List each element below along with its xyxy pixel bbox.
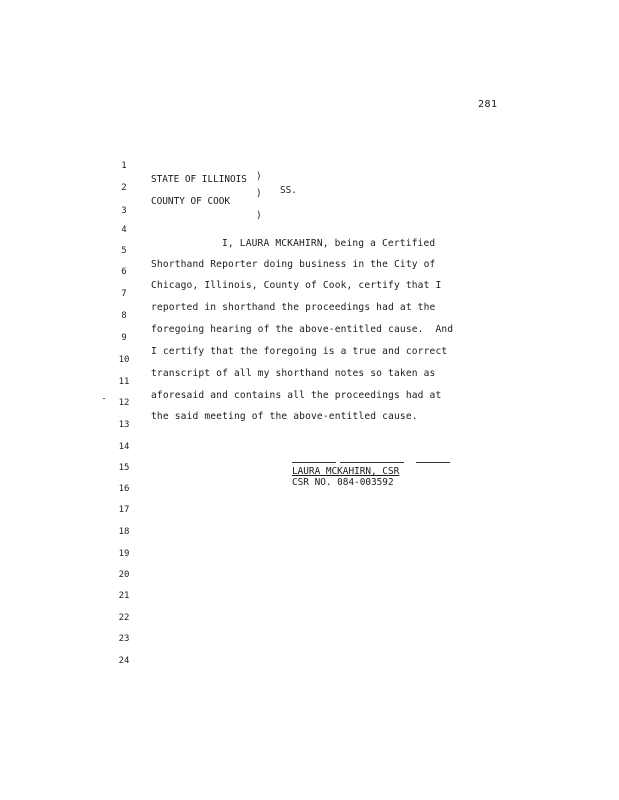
transcript-line: [0, 554, 619, 580]
caption-brace: ): [256, 210, 262, 221]
line-number: 17: [118, 505, 130, 515]
transcript-line: [0, 317, 619, 357]
reporter-name: LAURA MCKAHIRN, CSR: [292, 466, 400, 477]
line-text: foregoing hearing of the above-entitled cause. And: [151, 324, 454, 335]
line-text: Chicago, Illinois, County of Cook, certify that I: [151, 280, 442, 291]
line-number: 7: [121, 289, 127, 299]
transcript-line: [0, 426, 619, 452]
line-text: the said meeting of the above-entitled cause.: [151, 411, 418, 422]
transcript-line: [0, 618, 619, 644]
line-number: 21: [118, 591, 130, 601]
line-number: 14: [118, 442, 130, 452]
transcript-line: [0, 209, 619, 249]
transcript-line: [0, 382, 619, 422]
line-number: 11: [118, 377, 130, 387]
line-number: 2: [121, 183, 127, 193]
caption-county: COUNTY OF COOK: [151, 196, 231, 207]
line-number: 1: [121, 161, 127, 171]
line-number: 10: [118, 355, 130, 365]
transcript-line: [0, 597, 619, 623]
line-number: 20: [118, 570, 130, 580]
transcript-line: [0, 273, 619, 313]
line-number: 23: [118, 634, 130, 644]
transcript-line: [0, 489, 619, 515]
transcript-line: [0, 533, 619, 559]
caption-brace: ): [256, 171, 262, 182]
caption-state: STATE OF ILLINOIS: [151, 174, 247, 185]
line-number: 13: [118, 420, 130, 430]
transcript-line: [0, 339, 619, 379]
line-number: 4: [121, 225, 127, 235]
transcript-line: [0, 361, 619, 401]
line-number: 3: [121, 206, 127, 216]
csr-number: CSR NO. 084-003592: [292, 477, 394, 488]
transcript-line: [0, 251, 619, 291]
line-text: aforesaid and contains all the proceedings had at: [151, 390, 442, 401]
transcript-line: [0, 640, 619, 666]
line-text: reported in shorthand the proceedings had at the: [151, 302, 436, 313]
line-number: 12: [118, 398, 130, 408]
transcript-line: [0, 511, 619, 537]
transcript-line: [0, 190, 619, 216]
line-text: I certify that the foregoing is a true and correct: [151, 346, 448, 357]
signature-rule: [416, 462, 450, 463]
page-number: 281: [478, 99, 498, 110]
transcript-line: [0, 575, 619, 601]
transcript-line: [0, 230, 619, 270]
line-number: 5: [121, 246, 127, 256]
line-number: 9: [121, 333, 127, 343]
line-number: 24: [118, 656, 130, 666]
line-number: 16: [118, 484, 130, 494]
line-text: Shorthand Reporter doing business in the City of: [151, 259, 436, 270]
line-text: transcript of all my shorthand notes so taken as: [151, 368, 436, 379]
line-number: 6: [121, 267, 127, 277]
line-number: 18: [118, 527, 130, 537]
line-text: I, LAURA MCKAHIRN, being a Certified: [222, 238, 436, 249]
line-number: 15: [118, 463, 130, 473]
caption-ss: SS.: [280, 185, 297, 196]
line-number: 22: [118, 613, 130, 623]
scan-speck: [103, 398, 105, 399]
signature-rule: [292, 462, 336, 463]
line-number: 8: [121, 311, 127, 321]
transcript-line: [0, 404, 619, 430]
signature-rule: [340, 462, 404, 463]
transcript-line: [0, 295, 619, 335]
line-number: 19: [118, 549, 130, 559]
caption-brace: ): [256, 188, 262, 199]
